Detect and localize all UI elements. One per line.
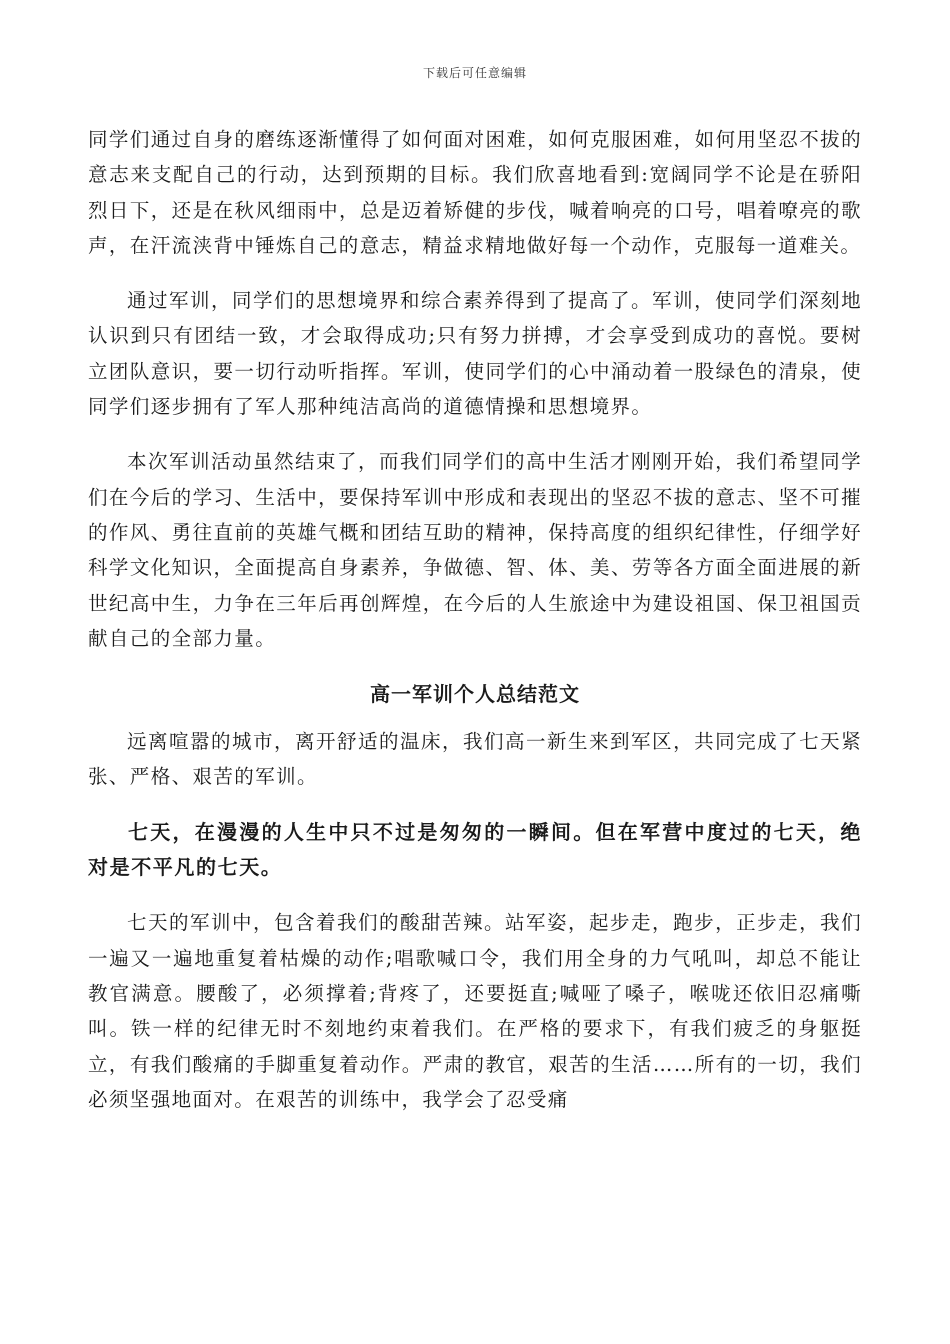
document-body bbox=[88, 122, 862, 1117]
paragraph-3: 本次军训活动虽然结束了，而我们同学们的高中生活才刚刚开始，我们希望同学们在今后的学习、生活中，要保持军训中形成和表现出的坚忍不拔的意志、坚不可摧的作风、勇往直前的英雄气概和团结互助的精神，保持高度的组织纪律性，仔细学好科学文化知识，全面提高自身素养，争做德、智、体、美、劳等各方面全面进展的新世纪高中生，力争在三年后再创辉煌，在今后的人生旅途中为建设祖国、保卫祖国贡献自己的全部力量。 bbox=[88, 450, 862, 650]
paragraph-1: 同学们通过自身的磨练逐渐懂得了如何面对困难，如何克服困难，如何用坚忍不拔的意志来支配自己的行动，达到预期的目标。我们欣喜地看到:宽阔同学不论是在骄阳烈日下，还是在秋风细雨中，总是迈着矫健的步伐，喊着响亮的口号，唱着嘹亮的歌声，在汗流浃背中锤炼自己的意志，精益求精地做好每一个动作，克服每一道难关。 bbox=[88, 128, 862, 257]
section-title: 高一军训个人总结范文 bbox=[370, 682, 580, 707]
page-header: 下载后可任意编辑 bbox=[422, 66, 527, 80]
paragraph-2: 通过军训，同学们的思想境界和综合素养得到了提高了。军训，使同学们深刻地认识到只有团结一致，才会取得成功;只有努力拼搏，才会享受到成功的喜悦。要树立团队意识，要一切行动听指挥。军训，使同学们的心中涌动着一股绿色的清泉，使同学们逐步拥有了军人那种纯洁高尚的道德情操和思想境界。 bbox=[88, 289, 862, 419]
section-paragraph-3: 七天的军训中，包含着我们的酸甜苦辣。站军姿，起步走，跑步，正步走，我们一遍又一遍地重复着枯燥的动作;唱歌喊口令，我们用全身的力气吼叫，却总不能让教官满意。腰酸了，必须撑着;背疼了，还要挺直;喊哑了嗓子，喉咙还依旧忍痛嘶叫。铁一样的纪律无时不刻地约束着我们。在严格的要求下，有我们疲乏的身躯挺立，有我们酸痛的手脚重复着动作。严肃的教官，艰苦的生活……所有的一切，我们必须坚强地面对。在艰苦的训练中，我学会了忍受痛 bbox=[88, 911, 862, 1111]
section-paragraph-2-bold: 七天，在漫漫的人生中只不过是匆匆的一瞬间。但在军营中度过的七天，绝对是不平凡的七天。 bbox=[88, 819, 862, 880]
section-paragraph-1: 远离喧嚣的城市，离开舒适的温床，我们高一新生来到军区，共同完成了七天紧张、严格、艰苦的军训。 bbox=[88, 730, 862, 789]
